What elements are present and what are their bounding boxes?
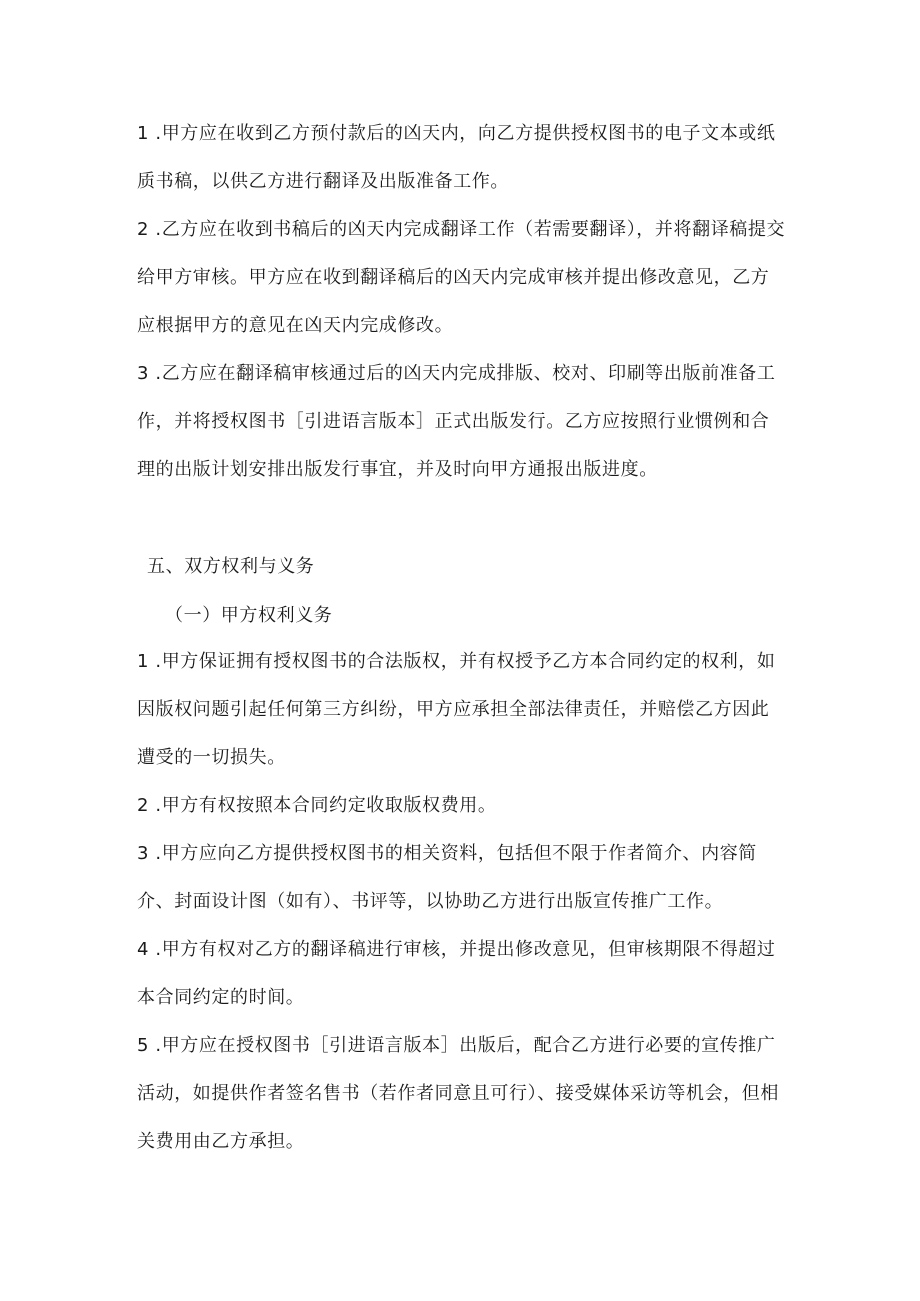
clause-4-3: 3 .乙方应在翻译稿审核通过后的凶天内完成排版、校对、印刷等出版前准备工作，并将授权图书［引进语言版本］正式出版发行。乙方应按照行业惯例和合理的出版计划安排出版发行事宜，并及时向甲方通报出版进度。	[137, 363, 776, 480]
subsection-heading: （一）甲方权利义务	[165, 605, 333, 626]
section-heading: 五、双方权利与义务	[147, 556, 315, 577]
clause-5-4: 4 .甲方有权对乙方的翻译稿进行审核，并提出修改意见，但审核期限不得超过本合同约定的时间。	[137, 939, 776, 1008]
clause-4-2: 2 .乙方应在收到书稿后的凶天内完成翻译工作（若需要翻译），并将翻译稿提交给甲方审核。甲方应在收到翻译稿后的凶天内完成审核并提出修改意见，乙方应根据甲方的意见在凶天内完成修改。	[137, 219, 786, 336]
clause-5-2: 2 .甲方有权按照本合同约定收取版权费用。	[137, 795, 497, 816]
clause-4-1: 1 .甲方应在收到乙方预付款后的凶天内，向乙方提供授权图书的电子文本或纸质书稿，以供乙方进行翻译及出版准备工作。	[137, 123, 776, 192]
clause-5-3: 3 .甲方应向乙方提供授权图书的相关资料，包括但不限于作者简介、内容简介、封面设计图（如有）、书评等，以协助乙方进行出版宣传推广工作。	[137, 843, 757, 912]
clause-5-5: 5 .甲方应在授权图书［引进语言版本］出版后，配合乙方进行必要的宣传推广活动，如提供作者签名售书（若作者同意且可行）、接受媒体采访等机会，但相关费用由乙方承担。	[137, 1035, 779, 1152]
clause-5-1: 1 .甲方保证拥有授权图书的合法版权，并有权授予乙方本合同约定的权利，如因版权问题引起任何第三方纠纷，甲方应承担全部法律责任，并赔偿乙方因此遭受的一切损失。	[137, 651, 776, 768]
